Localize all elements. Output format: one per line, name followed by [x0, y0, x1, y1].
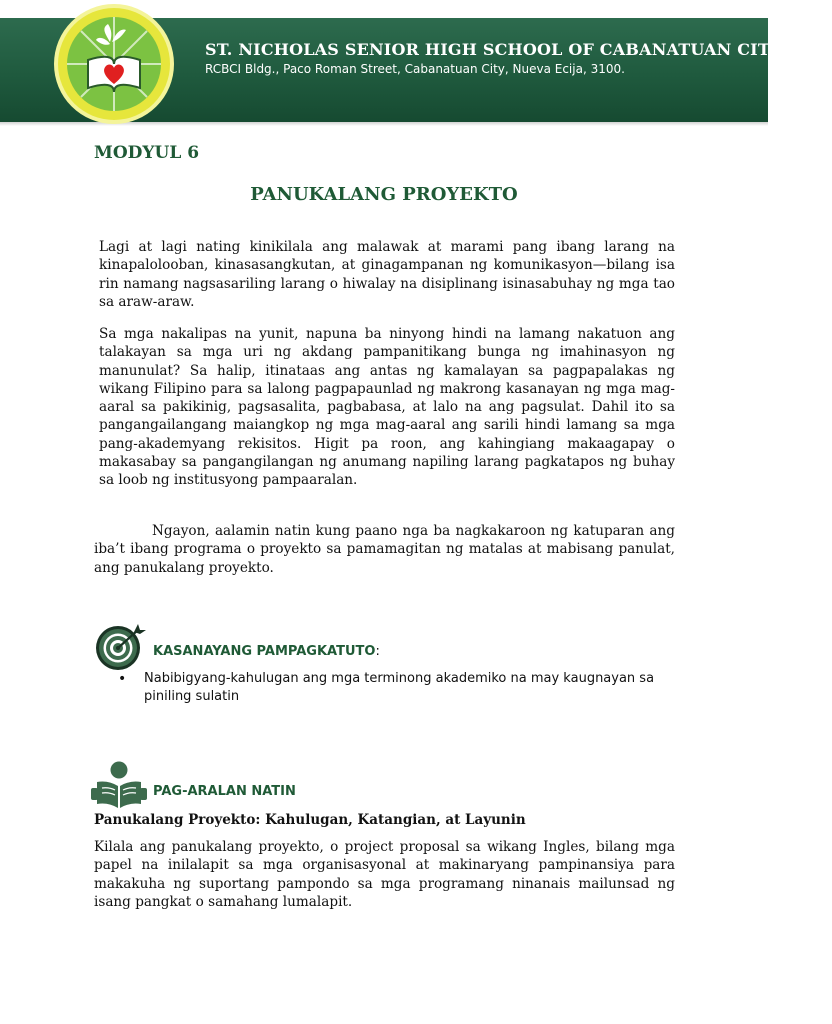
- module-label: MODYUL 6: [94, 143, 200, 163]
- kasanayan-title: KASANAYANG PAMPAGKATUTO: [153, 644, 376, 659]
- intro-paragraph-3: Ngayon, aalamin natin kung paano nga ba nagkakaroon ng katuparan ang iba’t ibang programa o proyekto sa pamamagitan ng matalas at mabisang panulat, ang panukalang proyekto.: [94, 523, 675, 576]
- school-address: RCBCI Bldg., Paco Roman Street, Cabanatuan City, Nueva Ecija, 3100.: [205, 62, 625, 76]
- kasanayan-colon: :: [375, 644, 380, 659]
- aralin-paragraph: Kilala ang panukalang proyekto, o project proposal sa wikang Ingles, bilang mga papel na inilalapit sa mga organisasyonal at makinaryang pampinansiya para makakuha ng suportang pampondo sa mga programang ninanais mailunsad ng isang pangkat o samahang lumalapit.: [94, 839, 675, 910]
- list-item: • Nabibigyang-kahulugan ang mga terminong akademiko na may kaugnayan sa piniling sulatin: [118, 670, 678, 706]
- intro-paragraph-1: Lagi at lagi nating kinikilala ang malawak at marami pang ibang larang na kinapalolooban, kinasasangkutan, at ginagampanan ng komunikasyon—bilang isa rin namang nagsasariling larang o hiwalay na disiplinang isinasabuhay ng mga tao sa araw-araw.: [99, 239, 675, 310]
- aralin-heading: PAG-ARALAN NATIN: [153, 784, 296, 799]
- school-seal-icon: [52, 2, 176, 126]
- intro-paragraph-2: Sa mga nakalipas na yunit, napuna ba ninyong hindi na lamang nakatuon ang talakayan sa mga uri ng akdang pampanitikang bunga ng imahinasyon ng manunulat? Sa halip, itinataas ang antas ng kamalayan sa pagpapalakas ng wikang Filipino para sa lalong pagpapaunlad ng makrong kasanayan ng mga mag-aaral sa pakikinig, pagsasalita, pagbabasa, at lalo na ang pagsulat. Dahil ito sa pangangailangang maiangkop ng mga mag-aaral ang sarili hindi lamang sa mga pang-akademyang rekisitos. Higit pa roon, ang kahingiang makaagapay o makasabay sa pangangilangan ng anumang napiling larang pagkatapos ng buhay sa loob ng institusyong pampaaralan.: [99, 326, 675, 489]
- reading-person-icon: [91, 760, 147, 810]
- section-subheading: Panukalang Proyekto: Kahulugan, Katangian, at Layunin: [94, 812, 526, 828]
- kasanayan-heading: [153, 644, 380, 659]
- learning-competency-list: [118, 670, 678, 706]
- school-name: ST. NICHOLAS SENIOR HIGH SCHOOL OF CABANATUAN CITY, INC.: [205, 40, 832, 59]
- page-title: PANUKALANG PROYEKTO: [250, 184, 518, 205]
- target-icon: [94, 622, 146, 672]
